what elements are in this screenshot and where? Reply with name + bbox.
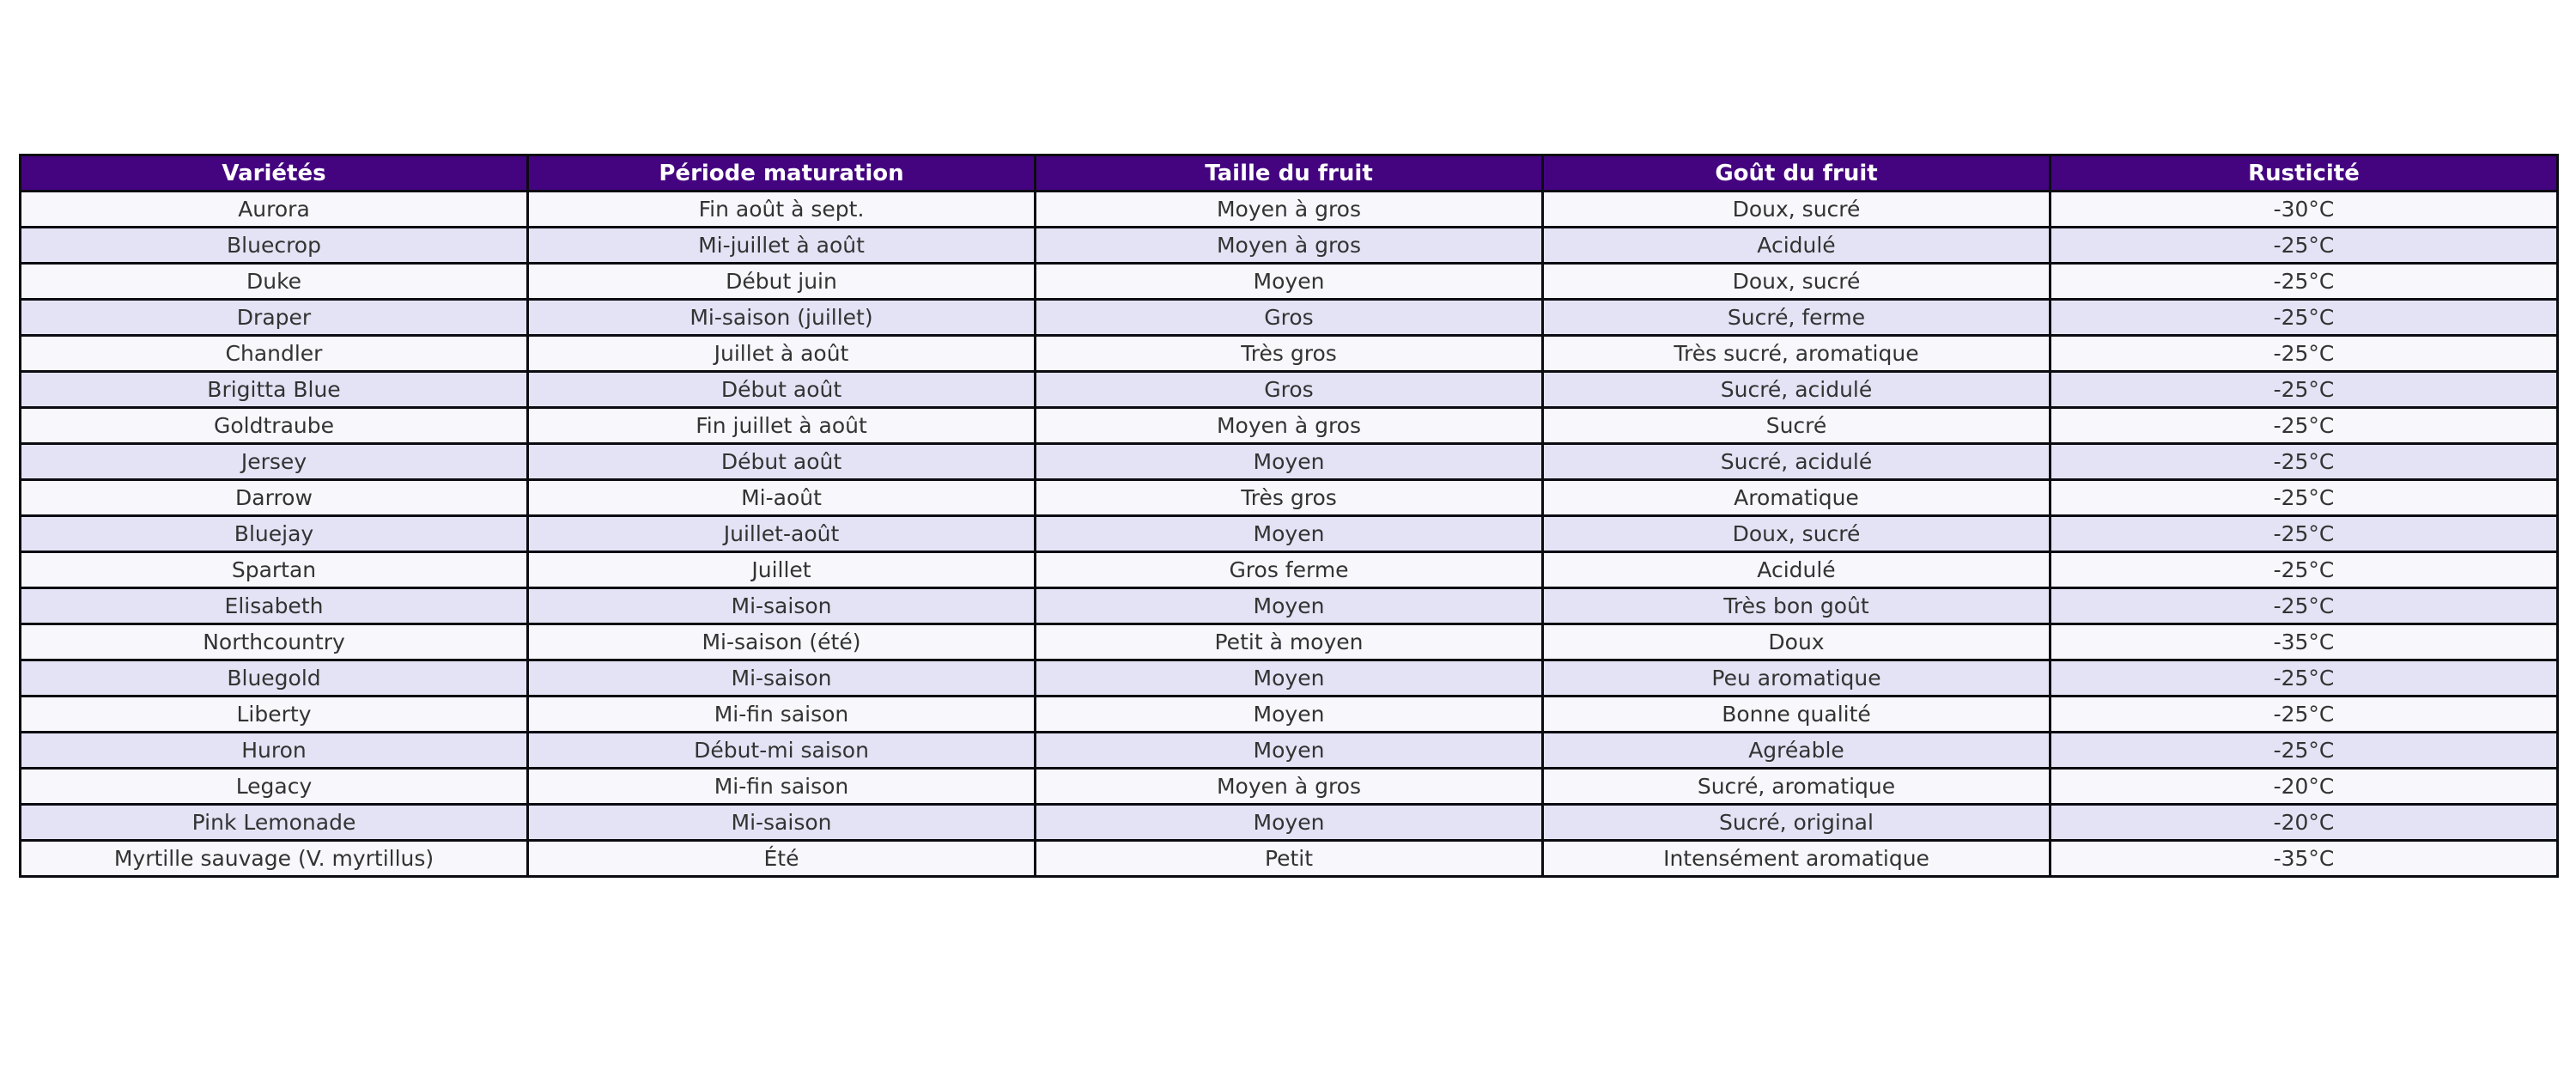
table-cell: Jersey [21, 444, 528, 480]
table-cell: Moyen [1036, 733, 1543, 769]
table-cell: Duke [21, 264, 528, 300]
table-cell: Sucré [1543, 408, 2050, 444]
table-cell: Moyen [1036, 264, 1543, 300]
table-cell: Peu aromatique [1543, 660, 2050, 697]
table-cell: Bluegold [21, 660, 528, 697]
table-cell: Très bon goût [1543, 588, 2050, 624]
table-cell: Mi-fin saison [528, 769, 1036, 805]
table-cell: Chandler [21, 336, 528, 372]
table-cell: Agréable [1543, 733, 2050, 769]
table-cell: Bluejay [21, 516, 528, 552]
table-cell: Doux, sucré [1543, 192, 2050, 228]
table-row [21, 697, 2558, 733]
column-header: Goût du fruit [1543, 155, 2050, 192]
table-cell: -25°C [2050, 588, 2558, 624]
table-cell: Mi-saison [528, 588, 1036, 624]
table-row [21, 660, 2558, 697]
table-cell: Très gros [1036, 480, 1543, 516]
table-row [21, 805, 2558, 841]
table-row [21, 769, 2558, 805]
table-row [21, 264, 2558, 300]
table-cell: -25°C [2050, 733, 2558, 769]
table-cell: Juillet-août [528, 516, 1036, 552]
table-cell: Bonne qualité [1543, 697, 2050, 733]
table-row [21, 552, 2558, 588]
table-cell: -25°C [2050, 228, 2558, 264]
table-row [21, 228, 2558, 264]
table-cell: Doux, sucré [1543, 516, 2050, 552]
table-cell: -30°C [2050, 192, 2558, 228]
table-row [21, 444, 2558, 480]
table-cell: -25°C [2050, 480, 2558, 516]
table-cell: Aromatique [1543, 480, 2050, 516]
table-cell: Liberty [21, 697, 528, 733]
table-cell: Moyen à gros [1036, 769, 1543, 805]
table-row [21, 516, 2558, 552]
table-cell: -25°C [2050, 336, 2558, 372]
table-cell: Fin août à sept. [528, 192, 1036, 228]
table-cell: Mi-août [528, 480, 1036, 516]
table-cell: Début août [528, 444, 1036, 480]
table-cell: Mi-saison (juillet) [528, 300, 1036, 336]
table-row [21, 192, 2558, 228]
table-cell: Pink Lemonade [21, 805, 528, 841]
table-cell: Bluecrop [21, 228, 528, 264]
table-cell: Draper [21, 300, 528, 336]
table-cell: Mi-saison (été) [528, 624, 1036, 660]
table-row [21, 300, 2558, 336]
table-cell: Brigitta Blue [21, 372, 528, 408]
header-row [21, 155, 2558, 192]
table-cell: Gros ferme [1036, 552, 1543, 588]
table-cell: Sucré, ferme [1543, 300, 2050, 336]
table-cell: Juillet à août [528, 336, 1036, 372]
table-cell: Mi-juillet à août [528, 228, 1036, 264]
table-cell: -20°C [2050, 769, 2558, 805]
table-cell: Northcountry [21, 624, 528, 660]
table-cell: Juillet [528, 552, 1036, 588]
table-cell: Darrow [21, 480, 528, 516]
table-cell: Moyen [1036, 660, 1543, 697]
table-cell: Petit à moyen [1036, 624, 1543, 660]
table-header [21, 155, 2558, 192]
table-row [21, 372, 2558, 408]
table-cell: -25°C [2050, 372, 2558, 408]
table-cell: -25°C [2050, 516, 2558, 552]
table-cell: -25°C [2050, 444, 2558, 480]
table-cell: Doux [1543, 624, 2050, 660]
table-cell: Legacy [21, 769, 528, 805]
table-cell: Elisabeth [21, 588, 528, 624]
table-cell: -35°C [2050, 624, 2558, 660]
blueberry-varieties-table [19, 154, 2559, 878]
table-cell: Mi-fin saison [528, 697, 1036, 733]
table-cell: Début juin [528, 264, 1036, 300]
column-header: Taille du fruit [1036, 155, 1543, 192]
table-row [21, 336, 2558, 372]
table-cell: -25°C [2050, 660, 2558, 697]
table-cell: Sucré, acidulé [1543, 372, 2050, 408]
table-cell: Sucré, aromatique [1543, 769, 2050, 805]
table-row [21, 480, 2558, 516]
column-header: Rusticité [2050, 155, 2558, 192]
table-row [21, 408, 2558, 444]
table-cell: Acidulé [1543, 552, 2050, 588]
table-cell: Moyen à gros [1036, 228, 1543, 264]
table-cell: Début-mi saison [528, 733, 1036, 769]
column-header: Variétés [21, 155, 528, 192]
table-row [21, 841, 2558, 877]
table-cell: Myrtille sauvage (V. myrtillus) [21, 841, 528, 877]
table-cell: Mi-saison [528, 660, 1036, 697]
table-cell: Très gros [1036, 336, 1543, 372]
table-cell: Gros [1036, 300, 1543, 336]
table-row [21, 588, 2558, 624]
table-cell: -25°C [2050, 697, 2558, 733]
table-cell: Petit [1036, 841, 1543, 877]
table-cell: Été [528, 841, 1036, 877]
table-cell: Intensément aromatique [1543, 841, 2050, 877]
table-cell: Doux, sucré [1543, 264, 2050, 300]
table-body [21, 192, 2558, 877]
table-cell: Aurora [21, 192, 528, 228]
table-cell: Fin juillet à août [528, 408, 1036, 444]
table-cell: Moyen à gros [1036, 192, 1543, 228]
table-cell: Moyen [1036, 697, 1543, 733]
table-cell: Mi-saison [528, 805, 1036, 841]
table-cell: -25°C [2050, 300, 2558, 336]
table-cell: Moyen [1036, 805, 1543, 841]
column-header: Période maturation [528, 155, 1036, 192]
table-cell: Spartan [21, 552, 528, 588]
table-cell: Sucré, original [1543, 805, 2050, 841]
table-cell: -35°C [2050, 841, 2558, 877]
table-cell: Début août [528, 372, 1036, 408]
table-cell: -25°C [2050, 408, 2558, 444]
table-cell: Gros [1036, 372, 1543, 408]
table-row [21, 624, 2558, 660]
table-cell: -25°C [2050, 264, 2558, 300]
table-row [21, 733, 2558, 769]
table-cell: -20°C [2050, 805, 2558, 841]
table-cell: Sucré, acidulé [1543, 444, 2050, 480]
table-cell: -25°C [2050, 552, 2558, 588]
table-cell: Huron [21, 733, 528, 769]
table-cell: Moyen [1036, 588, 1543, 624]
table-cell: Acidulé [1543, 228, 2050, 264]
table-cell: Moyen [1036, 444, 1543, 480]
table-cell: Goldtraube [21, 408, 528, 444]
table-cell: Moyen [1036, 516, 1543, 552]
table-cell: Moyen à gros [1036, 408, 1543, 444]
table-cell: Très sucré, aromatique [1543, 336, 2050, 372]
